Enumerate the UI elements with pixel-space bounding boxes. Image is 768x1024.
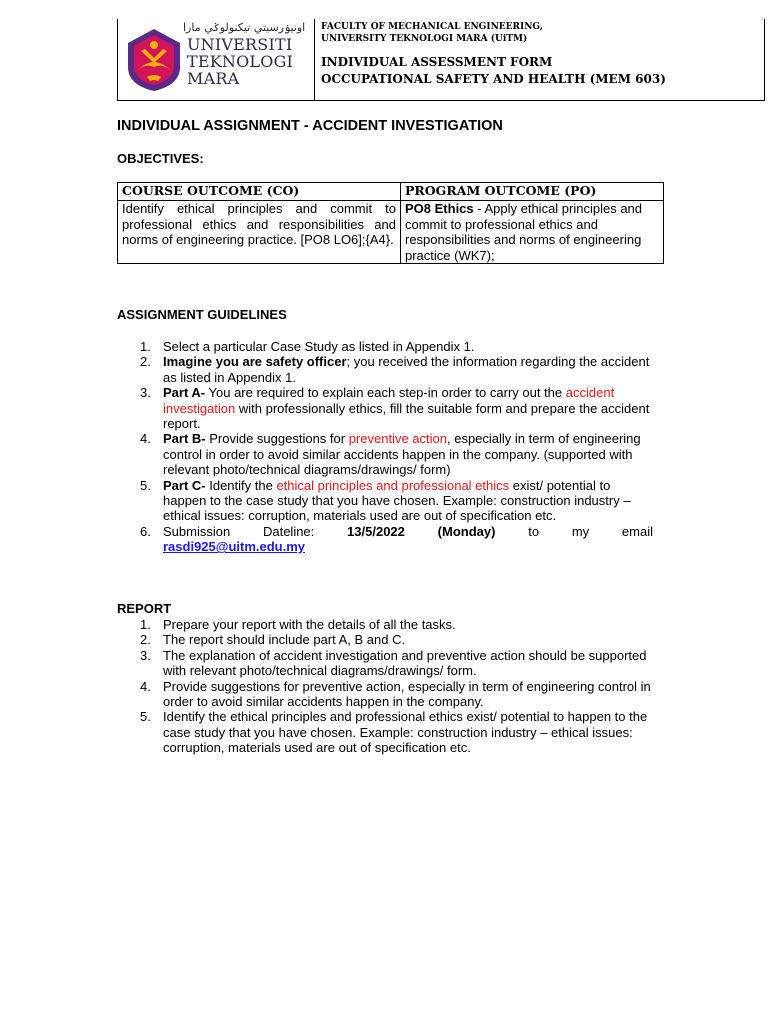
email-link[interactable]: rasdi925@uitm.edu.my [163,539,306,555]
university-name: UNIVERSITY TEKNOLOGI MARA (UiTM) [321,34,528,44]
list-item [117,339,653,354]
item-text: Identify the [205,477,277,493]
logo-line-1: UNIVERSITI [187,35,293,54]
list-item [117,385,653,431]
list-item [117,617,653,632]
item-highlight: ethical principles and professional ethics [276,477,510,493]
outcome-table [117,182,664,264]
co-column-header: COURSE OUTCOME (CO) [118,183,401,201]
item-text: with professionally ethics, fill the suitable form and prepare the accident report. [163,400,650,432]
item-highlight: accident investigation [163,385,615,416]
item-number: 1. [140,339,151,354]
item-text: The explanation of accident investigation and preventive action should be supported with relevant photo/technical diagrams/drawings/ form. [163,647,647,679]
item-text: Select a particular Case Study as listed in Appendix 1. [163,339,475,354]
item-number: 3. [140,647,151,663]
item-text: exist/ potential to happen to the case study that you have chosen. Example: construction industry – ethical issues: corruption, materials used are out of specification etc. [163,477,631,524]
co-cell: Identify ethical principles and commit to professional ethics and responsibilities and norms of engineering practice. [PO8 LO6];{A4}. [118,201,401,264]
list-item [117,679,653,710]
to-word: to [528,523,540,539]
document-header [117,19,765,101]
list-item [117,431,653,477]
item-number: 2. [140,632,151,648]
item-text: Prepare your report with the details of all the tasks. [163,617,456,632]
logo-wordmark [187,36,293,87]
po-cell [401,201,664,264]
uitm-crest-icon [125,27,183,93]
item-text: Provide suggestions for [205,431,349,447]
item-bold: Part C- [163,477,206,493]
po-code: PO8 Ethics [405,201,474,216]
list-item [117,632,653,647]
item-bold: Part B- [163,431,206,447]
item-text: ; you received the information regarding the accident as listed in Appendix 1. [163,354,650,385]
submission-label: Submission [163,523,231,539]
submission-date: 13/5/2022 [347,523,405,539]
faculty-name: FACULTY OF MECHANICAL ENGINEERING, [321,22,543,32]
form-title: INDIVIDUAL ASSESSMENT FORM [321,55,553,69]
report-list [117,617,653,756]
item-text: The report should include part A, B and C. [163,632,406,648]
item-text: Provide suggestions for preventive action, especially in term of engineering control in order to avoid similar accidents happen in the company. [163,678,651,710]
item-highlight: preventive action [348,431,447,447]
email-label: email [621,523,653,539]
list-item [117,709,653,755]
item-text: You are required to explain each step-in order to carry out the [205,385,566,401]
header-divider [314,19,315,100]
item-number: 5. [140,709,151,725]
outcome-table-row [118,201,664,264]
item-number: 4. [140,431,151,447]
item-number: 3. [140,385,151,401]
item-text: , especially in term of engineering control in order to avoid similar accidents happen in the company. (supported with relevant photo/technical diagrams/drawings/ form) [163,431,641,478]
item-text: Identify the ethical principles and professional ethics exist/ potential to happen to the case study that you have chosen. Example: construction industry – ethical issues: corruption, materials used are out of specification etc. [163,709,648,756]
list-item [117,524,653,555]
list-item [117,354,653,385]
guidelines-heading: ASSIGNMENT GUIDELINES [117,307,287,322]
course-title: OCCUPATIONAL SAFETY AND HEALTH (MEM 603) [321,72,666,86]
list-item [117,648,653,679]
item-number: 5. [140,477,151,493]
objectives-label: OBJECTIVES: [117,151,204,166]
outcome-table-header [118,183,664,201]
item-bold: Part A- [163,385,206,401]
logo-line-2: TEKNOLOGI [187,52,294,71]
logo-arabic-text: اونيۏرسيتي تيكنولوݢي مارا [183,21,306,34]
po-description: - Apply ethical principles and commit to professional ethics and responsibilities and norms of engineering practice (WK7); [405,201,643,263]
guidelines-list [117,339,653,555]
submission-line [163,524,653,539]
submission-day: (Monday) [437,523,496,539]
list-item [117,478,653,524]
page-title: INDIVIDUAL ASSIGNMENT - ACCIDENT INVESTIGATION [117,118,503,134]
header-text [321,21,761,88]
dateline-label: Dateline: [262,523,315,539]
item-bold: Imagine you are safety officer [163,354,347,370]
item-number: 1. [140,617,151,632]
item-number: 6. [140,523,151,539]
my-word: my [571,523,590,539]
po-column-header: PROGRAM OUTCOME (PO) [401,183,664,201]
report-heading: REPORT [117,601,172,616]
item-number: 2. [140,354,151,370]
uitm-logo [123,21,309,95]
logo-line-3: MARA [187,69,240,88]
item-number: 4. [140,678,151,694]
